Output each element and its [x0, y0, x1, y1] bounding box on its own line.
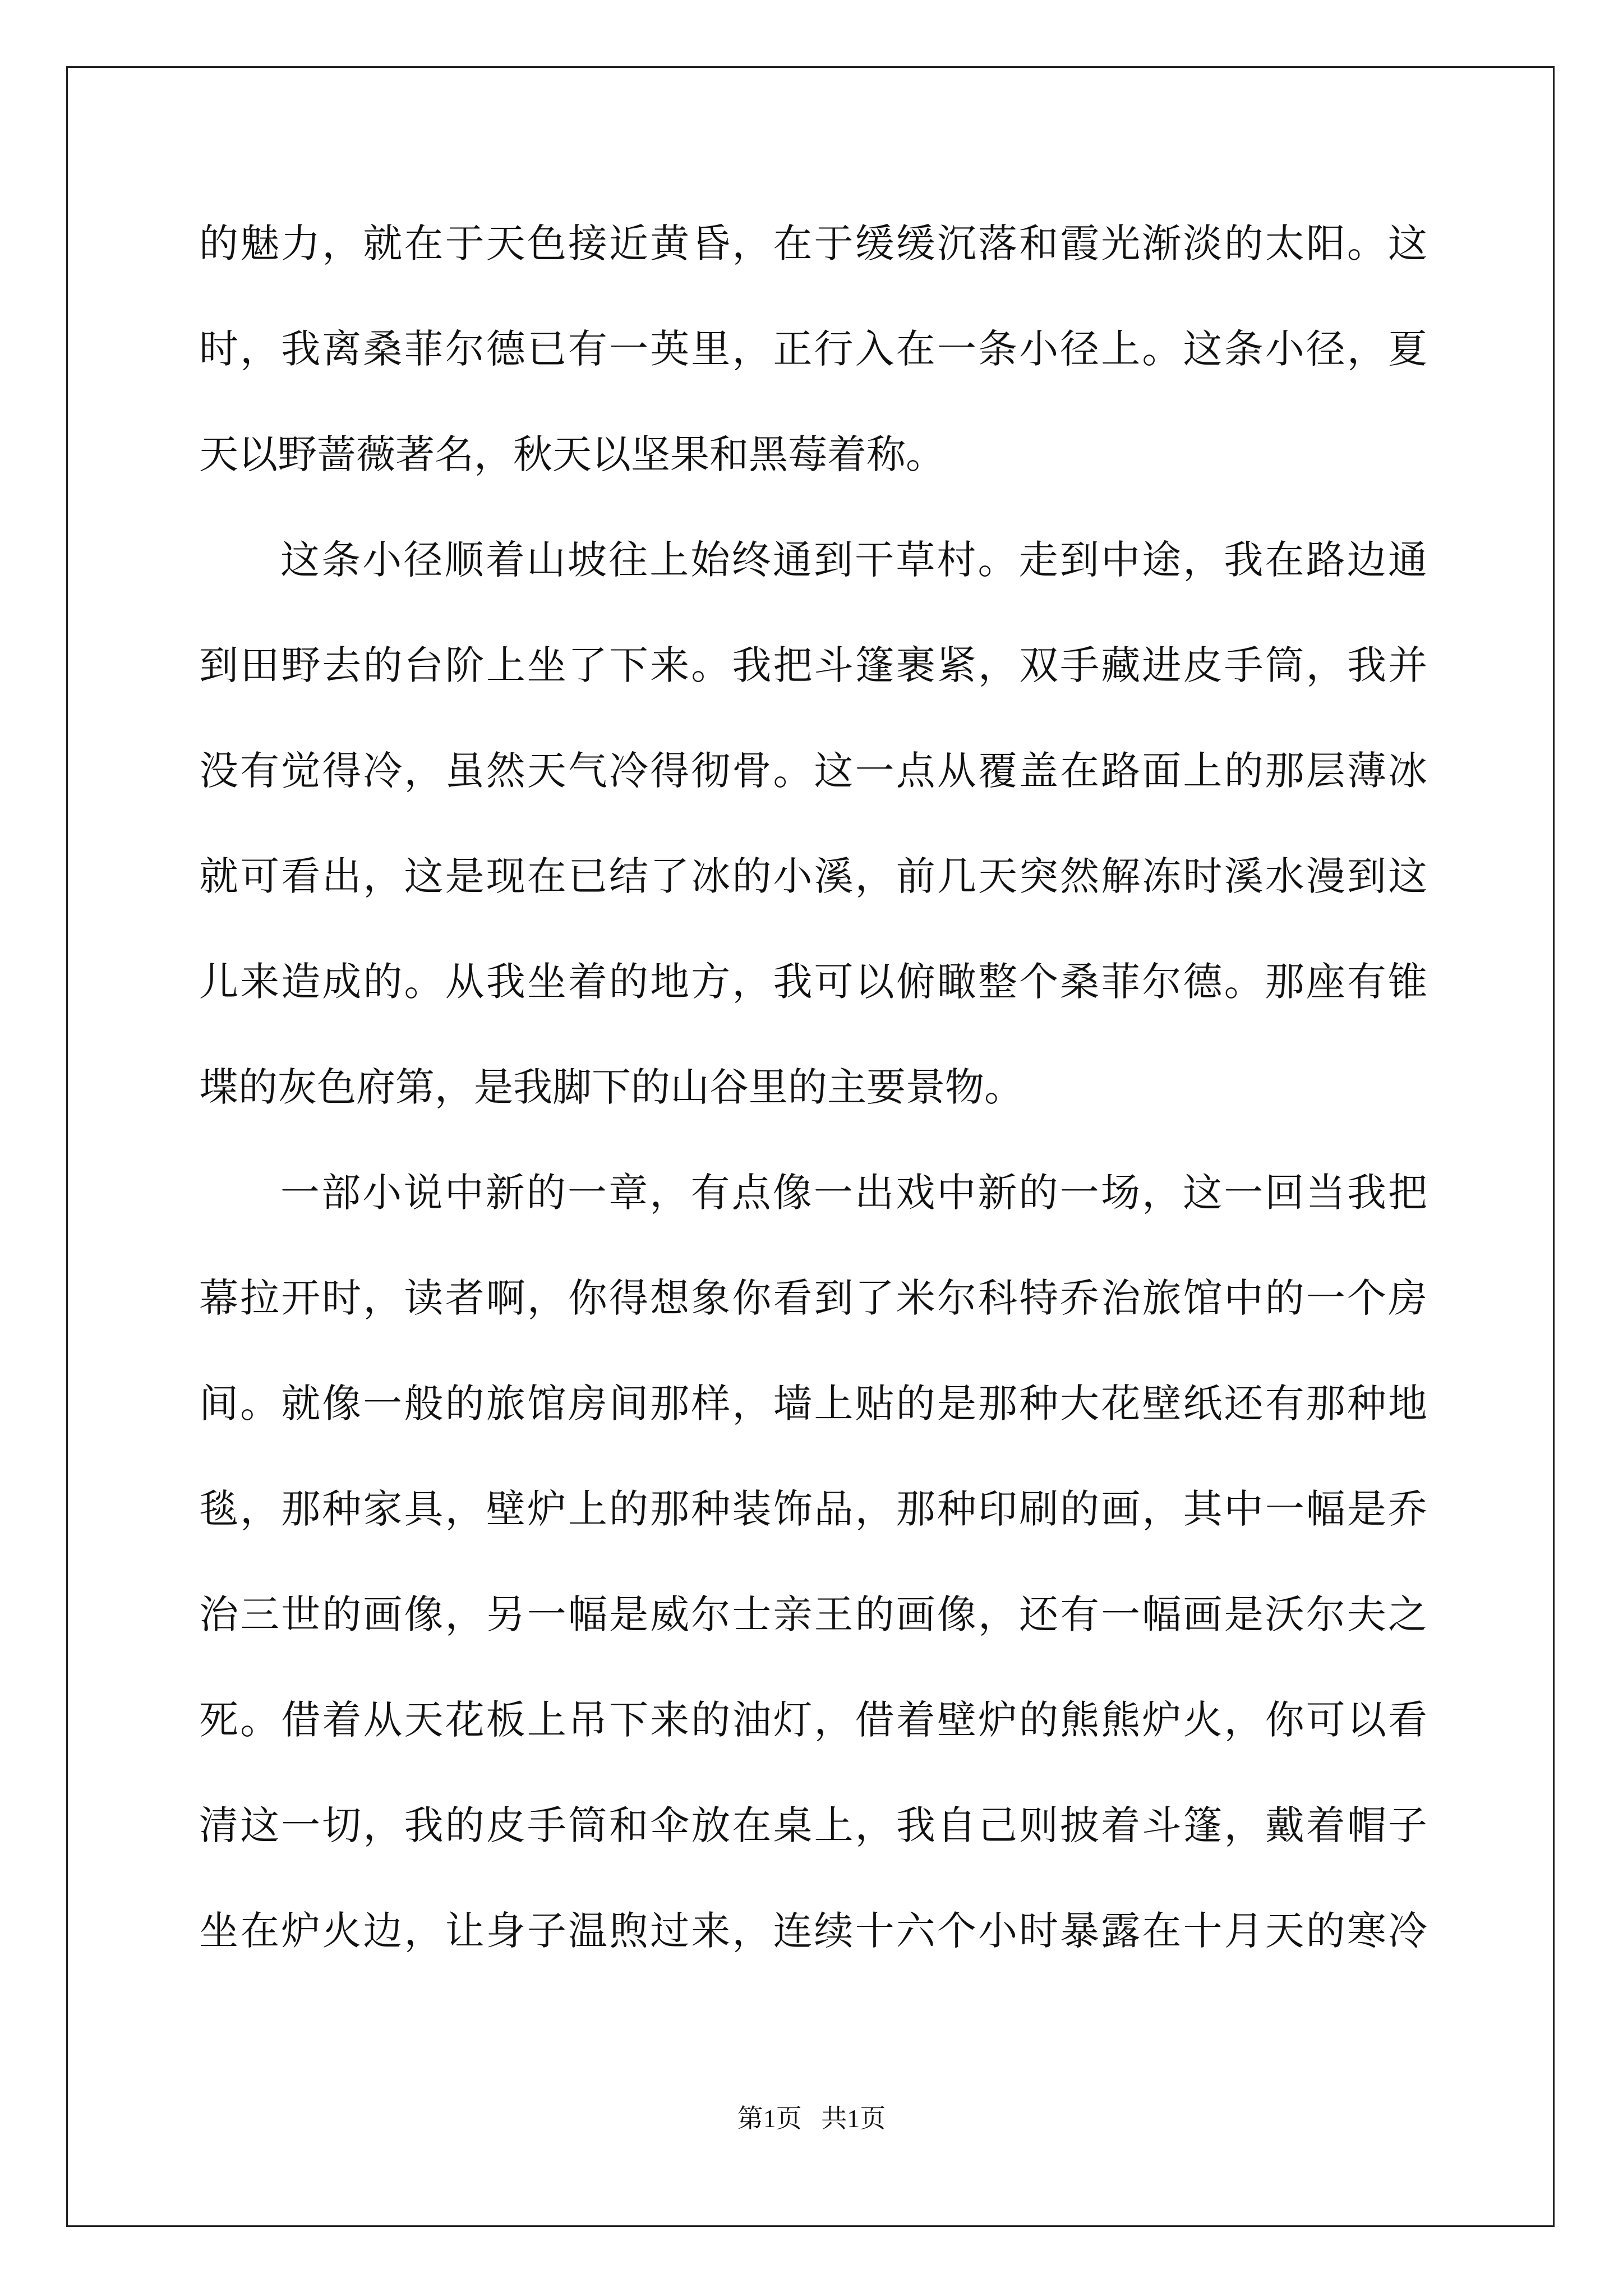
text-line: 时，我离桑菲尔德已有一英里，正行入在一条小径上。这条小径，夏	[199, 326, 1427, 372]
text-line: 毯，那种家具，壁炉上的那种装饰品，那种印刷的画，其中一幅是乔	[199, 1486, 1427, 1532]
text-line: 治三世的画像，另一幅是威尔士亲王的画像，还有一幅画是沃尔夫之	[199, 1591, 1427, 1637]
text-line: 清这一切，我的皮手筒和伞放在桌上，我自己则披着斗篷，戴着帽子	[199, 1802, 1427, 1848]
text-line: 间。就像一般的旅馆房间那样，墙上贴的是那种大花壁纸还有那种地	[199, 1381, 1427, 1427]
text-line: 天以野蔷薇著名，秋天以坚果和黑莓着称。	[199, 431, 945, 477]
document-body	[199, 191, 1427, 1984]
paragraph-first-line: 一部小说中新的一章，有点像一出戏中新的一场，这一回当我把	[280, 1170, 1427, 1216]
text-line: 就可看出，这是现在已结了冰的小溪，前几天突然解冻时溪水漫到这	[199, 853, 1427, 899]
text-line: 没有觉得冷，虽然天气冷得彻骨。这一点从覆盖在路面上的那层薄冰	[199, 748, 1427, 794]
text-line: 堞的灰色府第，是我脚下的山谷里的主要景物。	[199, 1064, 1023, 1110]
text-line: 死。借着从天花板上吊下来的油灯，借着壁炉的熊熊炉火，你可以看	[199, 1697, 1427, 1743]
text-line: 的魅力，就在于天色接近黄昏，在于缓缓沉落和霞光渐淡的太阳。这	[199, 220, 1427, 266]
paragraph-first-line: 这条小径顺着山坡往上始终通到干草村。走到中途，我在路边通	[280, 537, 1427, 583]
text-line: 到田野去的台阶上坐了下来。我把斗篷裹紧，双手藏进皮手筒，我并	[199, 642, 1427, 688]
text-line: 幕拉开时，读者啊，你得想象你看到了米尔科特乔治旅馆中的一个房	[199, 1275, 1427, 1321]
page-number-footer: 第1页 共1页	[737, 2104, 886, 2133]
text-line: 儿来造成的。从我坐着的地方，我可以俯瞰整个桑菲尔德。那座有锥	[199, 959, 1427, 1005]
text-line: 坐在炉火边，让身子温煦过来，连续十六个小时暴露在十月天的寒冷	[199, 1908, 1427, 1954]
